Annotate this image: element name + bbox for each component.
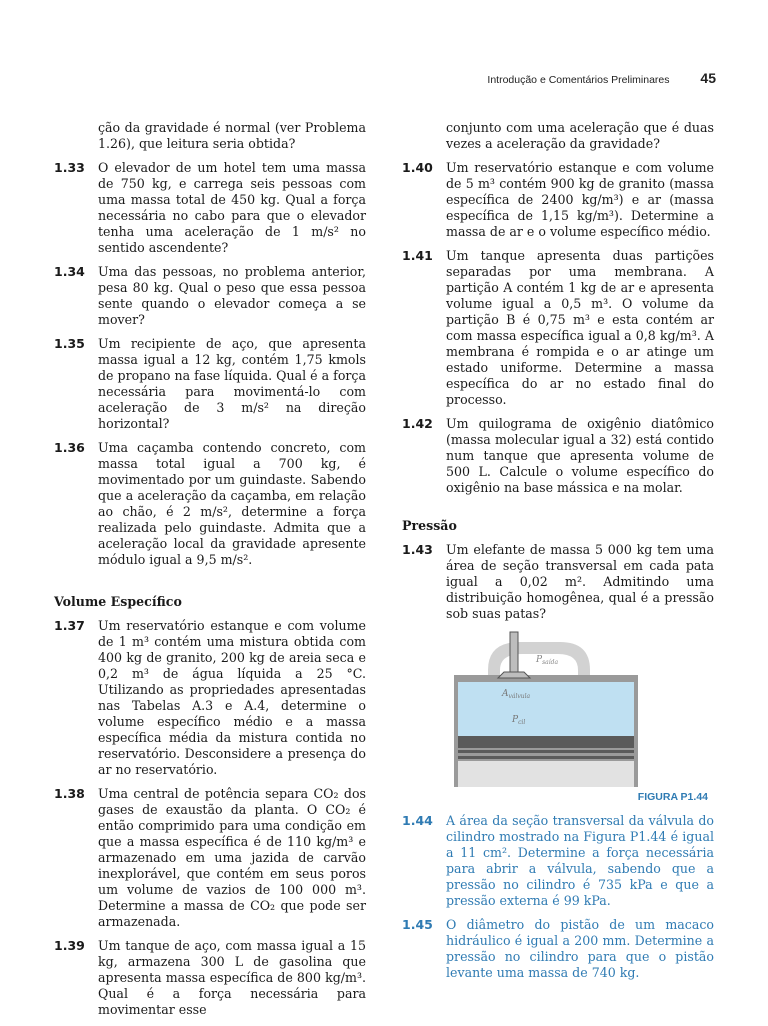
problem-text: Um reservatório estanque e com volume de 5 m³ contém 900 kg de granito (massa específica de 2400 kg/m³) e ar (massa específica de 1,15 kg/m³). Determine a massa de ar e o volume específico médio. xyxy=(446,160,714,239)
running-head xyxy=(487,70,716,86)
valve-stem xyxy=(510,632,518,672)
piston-ring xyxy=(458,750,634,753)
problem-1-33 xyxy=(54,160,366,256)
problem-number: 1.35 xyxy=(54,336,85,351)
problem-1-44 xyxy=(402,813,714,909)
section-heading-volume: Volume Específico xyxy=(54,594,182,609)
problem-number: 1.45 xyxy=(402,917,433,932)
problem-number: 1.41 xyxy=(402,248,433,263)
figure-p1-44 xyxy=(402,630,714,805)
problem-text: Uma caçamba contendo concreto, com massa total igual a 700 kg, é movimentado por um guindaste. Sabendo que a aceleração da caçamba, em relação ao chão, é 2 m/s², determine a força realizada pelo guindaste. Admita que a aceleração local da gravidade apresente módulo igual a 9,5 m/s². xyxy=(98,440,366,567)
problem-text: Um quilograma de oxigênio diatômico (massa molecular igual a 32) está contido num tanque que apresenta volume de 500 L. Calcule o volume específico do oxigênio na base mássica e na molar. xyxy=(446,416,714,495)
problem-1-41 xyxy=(402,248,714,408)
chapter-title: Introdução e Comentários Preliminares xyxy=(487,74,670,86)
valve-head xyxy=(498,672,530,678)
problem-1-43 xyxy=(402,542,714,622)
problem-text: Um recipiente de aço, que apresenta massa igual a 12 kg, contém 1,75 kmols de propano na fase líquida. Qual é a força necessária para movimentá-lo com aceleração de 3 m/s² na direção horizontal? xyxy=(98,336,366,431)
cylinder-fluid xyxy=(458,682,634,736)
problem-1-39 xyxy=(54,938,366,1018)
piston-ring xyxy=(458,756,634,759)
problem-number: 1.40 xyxy=(402,160,433,175)
label-a-valvula: $A_{válvula}$ xyxy=(502,689,531,700)
problem-1-38 xyxy=(54,786,366,930)
problem-number: 1.43 xyxy=(402,542,433,557)
problem-number: 1.38 xyxy=(54,786,85,801)
problem-number: 1.33 xyxy=(54,160,85,175)
problem-number: 1.39 xyxy=(54,938,85,953)
problem-1-35 xyxy=(54,336,366,432)
problem-number: 1.37 xyxy=(54,618,85,633)
label-p-cil: $P_{cil}$ xyxy=(512,715,526,726)
figure-caption: FIGURA P1.44 xyxy=(637,791,708,803)
problem-1-42 xyxy=(402,416,714,496)
left-column xyxy=(54,120,366,1026)
problem-text: Um reservatório estanque e com volume de 1 m³ contém uma mistura obtida com 400 kg de granito, 200 kg de areia seca e 0,2 m³ de água líquida a 25 °C. Utilizando as propriedades apresentadas nas Tabelas A.3 e A.4, determine o volume específico médio e a massa específica média da mistura contida no reservatório. Desconsidere a presença do ar no reservatório. xyxy=(98,618,366,777)
problem-text: Uma central de potência separa CO₂ dos gases de exaustão da planta. O CO₂ é então comprimido para uma condição em que a massa específica é de 110 kg/m³ e armazenado em uma jazida de carvão inexplorável, que contém em seus poros um volume de vazios de 100 000 m³. Determine a massa de CO₂ que pode ser armazenada. xyxy=(98,786,366,929)
problem-number: 1.42 xyxy=(402,416,433,431)
page-number: 45 xyxy=(700,70,716,86)
cylinder-valve-diagram xyxy=(450,630,670,790)
problem-text: A área da seção transversal da válvula do cilindro mostrado na Figura P1.44 é igual a 11 cm². Determine a força necessária para abrir a válvula, sabendo que a pressão no cilindro é 735 kPa e que a pressão externa é 99 kPa. xyxy=(446,813,714,908)
piston-base xyxy=(458,761,634,787)
problem-text: O diâmetro do pistão de um macaco hidráulico é igual a 200 mm. Determine a pressão no cilindro para que o pistão levante uma massa de 740 kg. xyxy=(446,917,714,980)
problem-number: 1.34 xyxy=(54,264,85,279)
section-heading-pressao: Pressão xyxy=(402,518,457,533)
problem-1-45 xyxy=(402,917,714,981)
problem-1-37 xyxy=(54,618,366,778)
label-p-saida: $P_{saída}$ xyxy=(536,655,559,666)
problem-text: O elevador de um hotel tem uma massa de 750 kg, e carrega seis pessoas com uma massa total de 450 kg. Qual a força necessária no cabo para que o elevador tenha uma aceleração de 1 m/s² no sentido ascendente? xyxy=(98,160,366,255)
problem-text: Uma das pessoas, no problema anterior, pesa 80 kg. Qual o peso que essa pessoa sente quando o elevador começa a se mover? xyxy=(98,264,366,327)
problem-1-36 xyxy=(54,440,366,568)
problem-text: Um tanque de aço, com massa igual a 15 kg, armazena 300 L de gasolina que apresenta massa específica de 800 kg/m³. Qual é a força necessária para movimentar esse xyxy=(98,938,366,1017)
problem-number: 1.36 xyxy=(54,440,85,455)
problem-text: Um tanque apresenta duas partições separadas por uma membrana. A partição A contém 1 kg de ar e apresenta volume igual a 0,5 m³. O volume da partição B é 0,75 m³ e esta contém ar com massa específica igual a 0,8 kg/m³. A membrana é rompida e o ar atinge um estado uniforme. Determine a massa específica do ar no estado final do processo. xyxy=(446,248,714,407)
problem-text: Um elefante de massa 5 000 kg tem uma área de seção transversal em cada pata igual a 0,02 m². Admitindo uma distribuição homogênea, qual é a pressão sob suas patas? xyxy=(446,542,714,621)
continued-text: conjunto com uma aceleração que é duas vezes a aceleração da gravidade? xyxy=(446,120,714,151)
continued-text: ção da gravidade é normal (ver Problema 1.26), que leitura seria obtida? xyxy=(98,120,366,151)
piston xyxy=(458,736,634,748)
right-column xyxy=(402,120,714,989)
problem-1-40 xyxy=(402,160,714,240)
problem-1-34 xyxy=(54,264,366,328)
problem-number: 1.44 xyxy=(402,813,433,828)
